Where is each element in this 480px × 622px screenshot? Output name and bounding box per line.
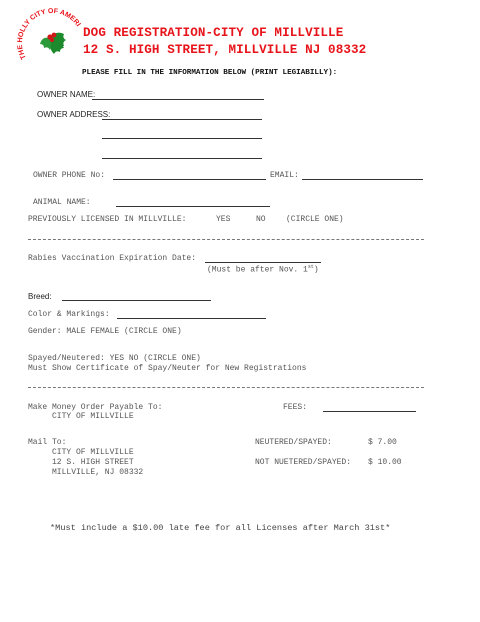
- email-field[interactable]: [302, 179, 423, 180]
- animal-name-label: ANIMAL NAME:: [33, 198, 91, 207]
- payee: CITY OF MILLVILLE: [52, 412, 134, 421]
- header-title: DOG REGISTRATION-CITY OF MILLVILLE: [83, 26, 344, 40]
- spay-cert-note: Must Show Certificate of Spay/Neuter for New Registrations: [28, 364, 307, 373]
- fees-label: FEES:: [283, 403, 308, 412]
- prev-licensed-no[interactable]: NO: [256, 215, 266, 224]
- divider: [28, 387, 424, 388]
- prev-licensed-yes[interactable]: YES: [216, 215, 231, 224]
- owner-phone-label: OWNER PHONE No:: [33, 171, 106, 180]
- breed-field[interactable]: [62, 300, 211, 301]
- rabies-label: Rabies Vaccination Expiration Date:: [28, 254, 197, 263]
- fees-field[interactable]: [323, 411, 416, 412]
- owner-address-label: OWNER ADDRESS:: [37, 110, 111, 119]
- email-label: EMAIL:: [270, 171, 299, 180]
- svg-text:THE HOLLY CITY OF AMERICA: [14, 8, 82, 60]
- owner-address-field-3[interactable]: [102, 158, 262, 159]
- header-address: 12 S. HIGH STREET, MILLVILLE NJ 08332: [83, 43, 367, 57]
- owner-address-field-1[interactable]: [102, 119, 262, 120]
- not-neutered-label: NOT NUETERED/SPAYED:: [255, 458, 352, 467]
- owner-address-field-2[interactable]: [102, 138, 262, 139]
- late-fee-note: *Must include a $10.00 late fee for all Licenses after March 31st*: [50, 523, 391, 533]
- spayed-line[interactable]: Spayed/Neutered: YES NO (CIRCLE ONE): [28, 354, 201, 363]
- gender-line[interactable]: Gender: MALE FEMALE (CIRCLE ONE): [28, 327, 182, 336]
- owner-phone-field[interactable]: [113, 179, 266, 180]
- color-label: Color & Markings:: [28, 310, 110, 319]
- money-order-label: Make Money Order Payable To:: [28, 403, 163, 412]
- mail-to-label: Mail To:: [28, 438, 67, 447]
- owner-name-label: OWNER NAME:: [37, 90, 96, 99]
- prev-licensed-label: PREVIOUSLY LICENSED IN MILLVILLE:: [28, 215, 187, 224]
- holly-city-logo: [14, 8, 86, 64]
- rabies-note: (Must be after Nov. 1st): [207, 264, 319, 275]
- not-neutered-fee: $ 10.00: [368, 458, 402, 467]
- instructions: PLEASE FILL IN THE INFORMATION BELOW (PRINT LEGIABILLY):: [82, 69, 338, 77]
- prev-licensed-circle-note: (CIRCLE ONE): [286, 215, 344, 224]
- holly-leaf-icon: [14, 8, 86, 64]
- mail-line: CITY OF MILLVILLE: [52, 448, 134, 457]
- rabies-date-field[interactable]: [205, 262, 321, 263]
- breed-label: Breed:: [28, 292, 52, 301]
- divider: [28, 239, 424, 240]
- neutered-label: NEUTERED/SPAYED:: [255, 438, 332, 447]
- mail-line: 12 S. HIGH STREET: [52, 458, 134, 467]
- mail-line: MILLVILLE, NJ 08332: [52, 468, 144, 477]
- neutered-fee: $ 7.00: [368, 438, 397, 447]
- color-field[interactable]: [117, 318, 266, 319]
- logo-arc-text: THE HOLLY CITY OF AMERI: [16, 8, 82, 61]
- animal-name-field[interactable]: [116, 206, 270, 207]
- owner-name-field[interactable]: [92, 99, 264, 100]
